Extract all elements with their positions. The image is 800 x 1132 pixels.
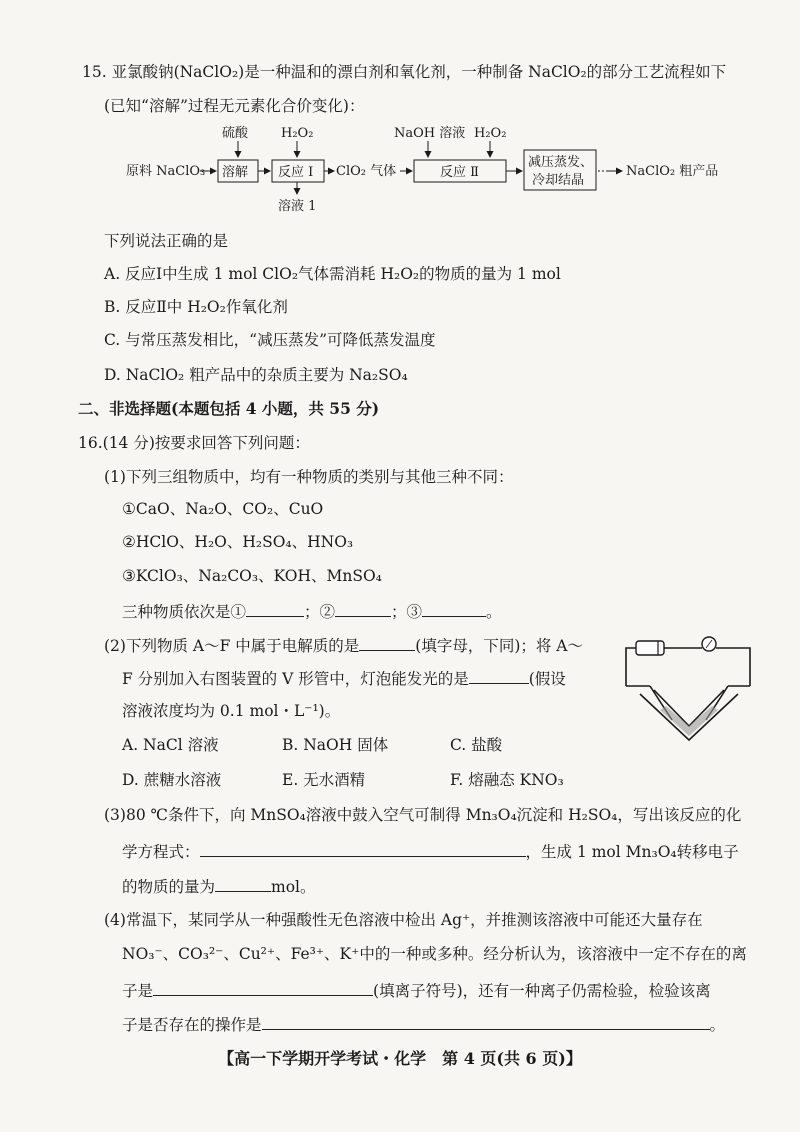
q16-part3-line3 (122, 875, 316, 897)
q16-group1: ①CaO、Na₂O、CO₂、CuO (122, 500, 324, 518)
answer-blank-1[interactable] (246, 600, 304, 617)
q16-part4-line3 (122, 979, 711, 1001)
q15-option-c: C. 与常压蒸发相比，“减压蒸发”可降低蒸发温度 (104, 331, 436, 349)
q16-answer-sep1: ；② (304, 603, 336, 621)
q16-answer-prefix: 三种物质依次是① (122, 603, 247, 621)
flow-clo2-gas: ClO₂ 气体 (336, 164, 397, 179)
answer-blank-7[interactable] (215, 875, 271, 892)
q16-answer-sep2: ；③ (391, 603, 423, 621)
q16-part4-text-e: 子是否存在的操作是 (122, 1016, 262, 1034)
q16-option-c: C. 盐酸 (450, 736, 503, 754)
flow-product: NaClO₂ 粗产品 (626, 164, 719, 179)
q16-part4-text-d: (填离子符号)，还有一种离子仍需检验，检验该离 (373, 982, 711, 1000)
q16-part2-text-d: (假设 (528, 670, 566, 688)
q16-part2-line1 (104, 634, 583, 656)
process-flow-diagram (0, 120, 800, 220)
q16-option-d: D. 蔗糖水溶液 (122, 771, 222, 789)
flow-naoh-solution: NaOH 溶液 (394, 126, 466, 141)
q16-answer-line (122, 600, 502, 622)
q16-part4-line2: NO₃⁻、CO₃²⁻、Cu²⁺、Fe³⁺、K⁺中的一种或多种。经分析认为，该溶液中一定不存在的离 (122, 945, 747, 963)
answer-blank-8[interactable] (153, 979, 373, 996)
flow-h2o2-a: H₂O₂ (281, 126, 314, 141)
q16-option-e: E. 无水酒精 (282, 771, 366, 789)
q15-stem-line2: (已知“溶解”过程无元素化合价变化)： (104, 97, 365, 115)
q16-option-a: A. NaCl 溶液 (122, 736, 219, 754)
q16-head: 16.(14 分)按要求回答下列问题： (78, 434, 310, 452)
flow-evap-line1: 减压蒸发、 (528, 155, 594, 170)
flow-dissolve-box: 溶解 (222, 165, 249, 180)
battery-icon (636, 641, 664, 655)
q16-group2: ②HClO、H₂O、H₂SO₄、HNO₃ (122, 533, 354, 551)
answer-blank-9[interactable] (262, 1013, 710, 1030)
q16-part4-text-f: 。 (709, 1016, 726, 1034)
flow-reaction2-box: 反应 Ⅱ (440, 165, 479, 180)
q16-part4-text-c: 子是 (122, 982, 154, 1000)
flow-solution1: 溶液 1 (278, 199, 317, 214)
q16-part4-line4 (122, 1013, 725, 1035)
page-footer: 【高一下学期开学考试・化学 第 4 页(共 6 页)】 (218, 1049, 582, 1068)
q15-option-d: D. NaClO₂ 粗产品中的杂质主要为 Na₂SO₄ (104, 366, 408, 384)
q16-part2-line3: 溶液浓度均为 0.1 mol・L⁻¹)。 (122, 702, 341, 720)
flow-reaction1-box: 反应 Ⅰ (278, 165, 314, 180)
answer-blank-3[interactable] (422, 600, 486, 617)
answer-blank-6[interactable] (200, 840, 526, 857)
flow-h2o2-b: H₂O₂ (474, 126, 507, 141)
q16-option-f: F. 熔融态 KNO₃ (450, 771, 564, 789)
flow-raw-material: 原料 NaClO₃ (126, 164, 206, 179)
section2-heading: 二、非选择题(本题包括 4 小题，共 55 分) (78, 399, 380, 418)
conductivity-apparatus-diagram (620, 622, 760, 752)
answer-blank-5[interactable] (469, 667, 529, 684)
q16-part3-text-b: 学方程式： (122, 843, 200, 861)
answer-blank-2[interactable] (335, 600, 391, 617)
q16-option-b: B. NaOH 固体 (282, 736, 389, 754)
q15-option-b: B. 反应Ⅱ中 H₂O₂作氧化剂 (104, 298, 288, 316)
q16-group3: ③KClO₃、Na₂CO₃、KOH、MnSO₄ (122, 567, 382, 585)
q16-part3-line1: (3)80 ℃条件下，向 MnSO₄溶液中鼓入空气可制得 Mn₃O₄沉淀和 H₂SO₄，写出该反应的化 (104, 806, 742, 824)
q16-answer-end: 。 (486, 603, 502, 621)
q16-part2-text-b: (填字母，下同)；将 A～ (415, 637, 583, 655)
answer-blank-4[interactable] (359, 634, 415, 651)
q16-part2-text-c: F 分别加入右图装置的 V 形管中，灯泡能发光的是 (122, 670, 469, 688)
q15-stem-line1: 15. 亚氯酸钠(NaClO₂)是一种温和的漂白剂和氧化剂，一种制备 NaClO₂的部分工艺流程如下 (82, 63, 727, 81)
q16-part1: (1)下列三组物质中，均有一种物质的类别与其他三种不同： (104, 468, 514, 486)
q16-part3-text-d: 的物质的量为 (122, 878, 216, 896)
q16-part3-text-e: mol。 (271, 878, 316, 896)
q16-part2-line2 (122, 667, 566, 689)
flow-evap-line2: 冷却结晶 (532, 173, 585, 188)
q16-part3-line2 (122, 840, 739, 862)
q16-part3-text-c: ，生成 1 mol Mn₃O₄转移电子 (525, 843, 739, 861)
q16-part2-text-a: (2)下列物质 A～F 中属于电解质的是 (104, 637, 360, 655)
q15-prompt: 下列说法正确的是 (104, 232, 229, 250)
flow-sulfuric-acid: 硫酸 (222, 126, 249, 141)
q16-part4-line1: (4)常温下，某同学从一种强酸性无色溶液中检出 Ag⁺，并推测该溶液中可能还大量存在 (104, 911, 703, 929)
q15-option-a: A. 反应Ⅰ中生成 1 mol ClO₂气体需消耗 H₂O₂的物质的量为 1 mol (104, 265, 561, 283)
